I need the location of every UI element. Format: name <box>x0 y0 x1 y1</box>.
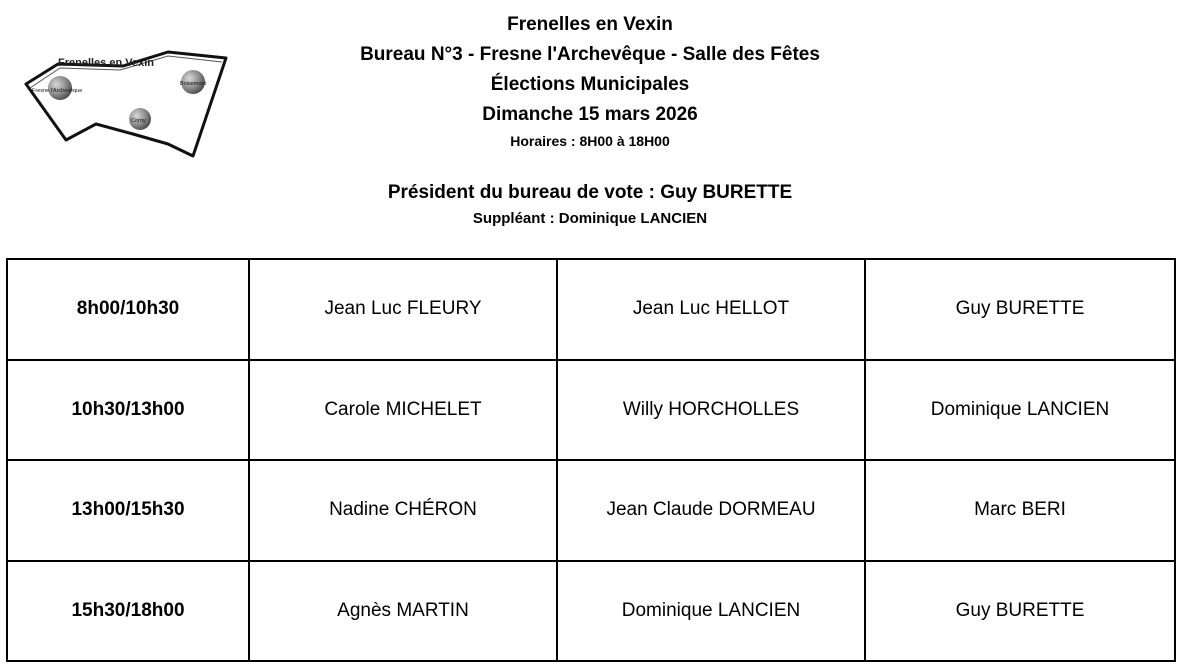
assessor-cell: Willy HORCHOLLES <box>557 360 865 461</box>
president: Président du bureau de vote : Guy BURETTE <box>387 182 793 203</box>
document-header <box>340 10 840 152</box>
assessor-cell: Guy BURETTE <box>865 561 1175 662</box>
election-title: Élections Municipales <box>490 74 690 95</box>
election-date: Dimanche 15 mars 2026 <box>482 104 698 125</box>
assessor-schedule-table <box>6 258 1176 662</box>
logo-village-corny: Corny <box>131 118 146 124</box>
assessor-cell: Dominique LANCIEN <box>865 360 1175 461</box>
opening-hours: Horaires : 8H00 à 18H00 <box>510 133 670 149</box>
time-slot: 10h30/13h00 <box>7 360 249 461</box>
assessor-cell: Marc BERI <box>865 460 1175 561</box>
assessor-cell: Jean Luc FLEURY <box>249 259 557 360</box>
assessor-cell: Dominique LANCIEN <box>557 561 865 662</box>
table-row <box>7 360 1175 461</box>
time-slot: 8h00/10h30 <box>7 259 249 360</box>
commune-name: Frenelles en Vexin <box>507 14 673 35</box>
bureau-title: Bureau N°3 - Fresne l'Archevêque - Salle des Fêtes <box>360 44 820 65</box>
logo-village-fresne: Fresne l'Archevêque <box>32 88 83 94</box>
logo-title: Frenelles en Vexin <box>58 57 154 69</box>
substitute: Suppléant : Dominique LANCIEN <box>472 210 708 227</box>
commune-logo <box>18 44 238 164</box>
assessor-cell: Jean Claude DORMEAU <box>557 460 865 561</box>
assessor-cell: Agnès MARTIN <box>249 561 557 662</box>
table-row <box>7 460 1175 561</box>
time-slot: 15h30/18h00 <box>7 561 249 662</box>
time-slot: 13h00/15h30 <box>7 460 249 561</box>
assessor-cell: Nadine CHÉRON <box>249 460 557 561</box>
assessor-cell: Carole MICHELET <box>249 360 557 461</box>
assessor-cell: Guy BURETTE <box>865 259 1175 360</box>
table-row <box>7 259 1175 360</box>
table-row <box>7 561 1175 662</box>
logo-village-boisemont: Boisemont <box>180 81 206 87</box>
officials <box>340 178 840 230</box>
assessor-cell: Jean Luc HELLOT <box>557 259 865 360</box>
